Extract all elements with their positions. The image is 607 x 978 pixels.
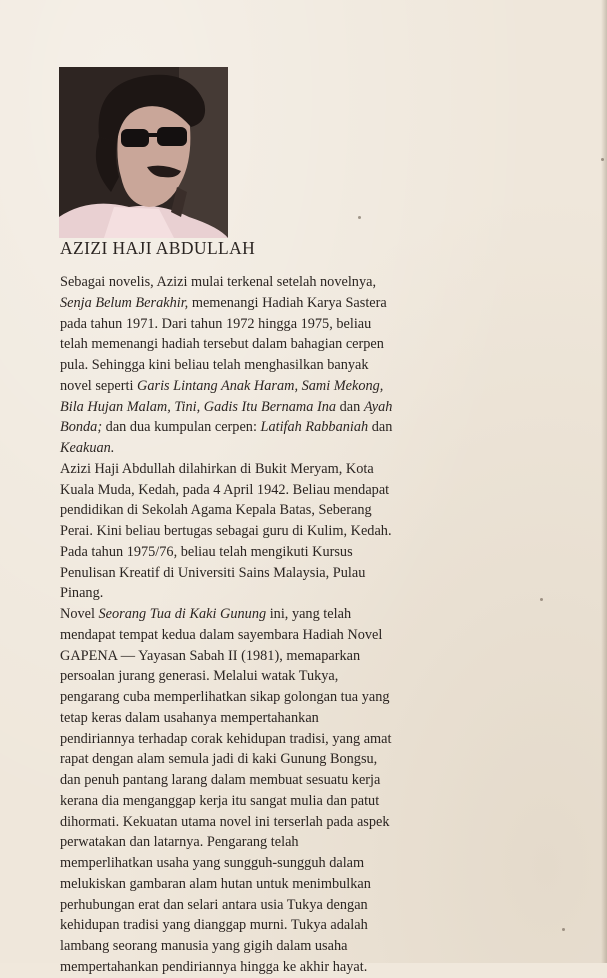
body-text-span: Pada tahun 1975/76, beliau telah mengikuti Kursus xyxy=(60,543,353,560)
paper-speck xyxy=(562,928,565,931)
text-line xyxy=(60,480,455,501)
text-line xyxy=(60,625,455,646)
italic-title-text: Keakuan. xyxy=(60,440,115,456)
body-text-span: Penulisan Kreatif di Universiti Sains Malaysia, Pulau xyxy=(60,564,366,581)
body-text-span: Perai. Kini beliau bertugas sebagai guru di Kulim, Kedah. xyxy=(60,523,392,539)
body-text-span: lambang seorang manusia yang gigih dalam usaha xyxy=(60,938,348,954)
body-text-span: pula. Sehingga kini beliau telah menghasilkan banyak xyxy=(60,357,369,373)
author-name: AZIZI HAJI ABDULLAH xyxy=(60,238,256,258)
body-text-span: Sebagai novelis, Azizi mulai terkenal setelah novelnya, xyxy=(60,274,377,290)
text-line xyxy=(60,770,455,791)
body-text-span: mempertahankan pendiriannya hingga ke akhir hayat. xyxy=(60,958,368,975)
body-text-span: perwatakan dan latarnya. Pengarang telah xyxy=(60,834,299,851)
body-text-span: memenangi Hadiah Karya Sastera xyxy=(188,294,387,311)
author-biography xyxy=(60,272,455,978)
text-line xyxy=(60,563,455,584)
text-line xyxy=(60,687,455,708)
text-line xyxy=(60,749,455,770)
text-line xyxy=(60,874,455,895)
text-line xyxy=(60,708,455,729)
body-text-span: telah memenangi hadiah tersebut dalam bahagian cerpen xyxy=(60,336,384,353)
paper-speck xyxy=(601,158,604,161)
body-text-span: pada tahun 1971. Dari tahun 1972 hingga 1975, beliau xyxy=(60,315,372,332)
italic-title-text: Garis Lintang Anak Haram, Sami Mekong, xyxy=(137,377,384,394)
body-text-span: Kuala Muda, Kedah, pada 4 April 1942. Beliau mendapat xyxy=(60,481,390,498)
paper-speck xyxy=(540,598,543,601)
text-line xyxy=(60,272,455,293)
text-line xyxy=(60,459,455,480)
text-line xyxy=(60,500,455,521)
text-line xyxy=(60,812,455,833)
body-text-span: tetap keras dalam usahanya mempertahankan xyxy=(60,709,319,726)
body-text-span: pendidikan di Sekolah Agama Kepala Batas, Seberang xyxy=(60,502,372,519)
body-text-span: kehidupan tradisi yang dianggap murni. Tukya adalah xyxy=(60,917,368,934)
text-line xyxy=(60,417,455,438)
italic-title-text: Senja Belum Berakhir, xyxy=(60,294,189,311)
body-text-span: dan xyxy=(336,398,364,415)
paper-speck xyxy=(358,216,361,219)
text-line xyxy=(60,583,455,604)
body-text-span: mendapat tempat kedua dalam sayembara Hadiah Novel xyxy=(60,626,383,643)
text-line xyxy=(60,376,455,397)
text-line xyxy=(60,604,455,625)
body-text-span: melukiskan gambaran alam hutan untuk menimbulkan xyxy=(60,875,371,892)
text-line xyxy=(60,438,455,459)
text-line xyxy=(60,355,455,376)
text-line xyxy=(60,832,455,853)
italic-title-text: Bonda; xyxy=(60,419,103,436)
text-line xyxy=(60,542,455,563)
body-text-span: ini, yang telah xyxy=(266,606,352,622)
italic-title-text: Ayah xyxy=(363,398,393,415)
text-line xyxy=(60,853,455,874)
body-text-span: dan dua kumpulan cerpen: xyxy=(102,419,261,436)
body-text-span: rapat dengan alam semula jadi di kaki Gunung Bongsu, xyxy=(60,751,378,768)
text-line xyxy=(60,895,455,916)
body-text-span: persoalan jurang generasi. Melalui watak Tukya, xyxy=(60,668,339,685)
author-portrait-image xyxy=(59,67,228,238)
text-line xyxy=(60,957,455,978)
body-text-span: kerana dia menganggap kerja itu sangat mulia dan patut xyxy=(60,792,380,809)
text-line xyxy=(60,293,455,314)
body-text-span: pengarang cuba memperlihatkan sikap golongan tua yang xyxy=(60,689,390,705)
body-text-span: GAPENA — Yayasan Sabah II (1981), memaparkan xyxy=(60,647,361,664)
text-line xyxy=(60,936,455,957)
italic-title-text: Seorang Tua di Kaki Gunung xyxy=(98,606,267,622)
text-line xyxy=(60,314,455,335)
text-line xyxy=(60,666,455,687)
text-line xyxy=(60,397,455,418)
author-photo xyxy=(59,67,228,238)
body-text-span: memperlihatkan usaha yang sungguh-sungguh dalam xyxy=(60,855,365,871)
body-text-span: Pinang. xyxy=(60,585,104,602)
text-line xyxy=(60,915,455,936)
body-text-span: novel seperti xyxy=(60,377,138,394)
text-line xyxy=(60,521,455,542)
body-text-span: Azizi Haji Abdullah dilahirkan di Bukit Meryam, Kota xyxy=(60,460,374,477)
body-text-span: dihormati. Kekuatan utama novel ini terserlah pada aspek xyxy=(60,813,390,830)
body-text-span: Novel xyxy=(60,606,99,622)
text-line xyxy=(60,791,455,812)
body-text-span: dan penuh pantang larang dalam membuat sesuatu kerja xyxy=(60,772,381,788)
body-text-span: perhubungan erat dan selari antara usia Tukya dengan xyxy=(60,896,368,913)
text-line xyxy=(60,646,455,667)
italic-title-text: Bila Hujan Malam, Tini, Gadis Itu Bernama Ina xyxy=(60,398,337,415)
italic-title-text: Latifah Rabbaniah xyxy=(260,419,369,436)
page-edge-shadow xyxy=(601,0,607,963)
text-line xyxy=(60,729,455,750)
body-text-span: dan xyxy=(368,419,393,436)
text-line xyxy=(60,334,455,355)
body-text-span: pendiriannya terhadap corak kehidupan tradisi, yang amat xyxy=(60,730,392,747)
